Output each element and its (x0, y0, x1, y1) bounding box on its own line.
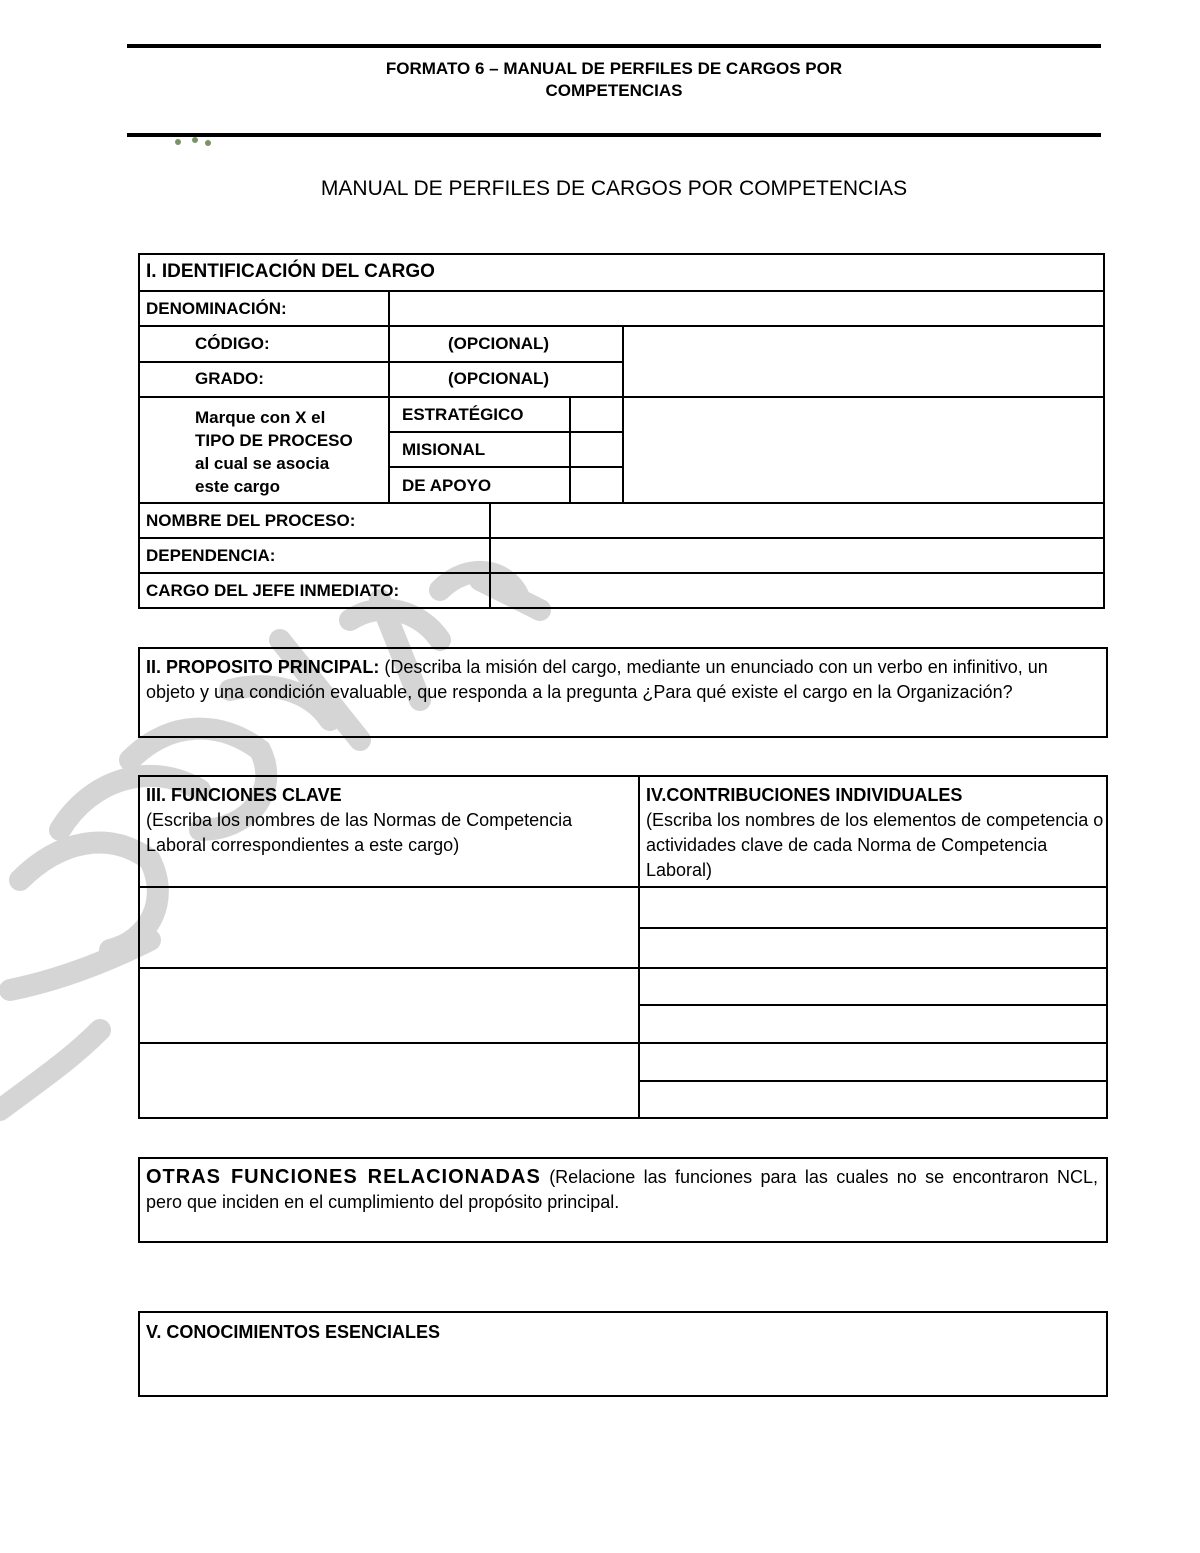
tipo-estrategico-checkbox[interactable] (572, 399, 621, 430)
nombre-proceso-label: NOMBRE DEL PROCESO: (146, 511, 356, 530)
contribuciones-header (646, 783, 1106, 883)
funciones-clave-header (146, 783, 626, 858)
col-divider (622, 325, 624, 502)
denominacion-field[interactable] (390, 292, 1103, 325)
col-divider (638, 775, 640, 1119)
proceso-prompt (195, 406, 353, 498)
header-line-1: FORMATO 6 – MANUAL DE PERFILES DE CARGOS POR (385, 59, 843, 78)
header-bottom-rule (127, 133, 1101, 137)
funcion-clave-cell[interactable] (140, 969, 637, 1041)
funcion-clave-cell[interactable] (140, 1044, 637, 1117)
contribucion-cell[interactable] (641, 969, 1106, 1003)
nombre-proceso-field[interactable] (491, 504, 1103, 537)
section-5-heading: V. CONOCIMIENTOS ESENCIALES (146, 1322, 441, 1342)
section-4-instructions: (Escriba los nombres de los elementos de competencia o actividades clave de cada Norma de Competencia Laboral) (646, 810, 1104, 880)
codigo-label: CÓDIGO: (195, 334, 270, 353)
proceso-prompt-line: este cargo (195, 477, 281, 496)
funcion-clave-cell[interactable] (140, 888, 637, 966)
row-divider (138, 361, 623, 363)
grado-label: GRADO: (195, 369, 264, 388)
section-1-heading: I. IDENTIFICACIÓN DEL CARGO (146, 261, 435, 282)
cargo-jefe-label: CARGO DEL JEFE INMEDIATO: (146, 581, 400, 600)
section-3-heading: III. FUNCIONES CLAVE (146, 785, 342, 805)
contribucion-cell[interactable] (641, 1044, 1106, 1079)
header-line-2: COMPETENCIAS (545, 81, 683, 100)
tipo-misional-label: MISIONAL (402, 440, 486, 459)
tipo-apoyo-checkbox[interactable] (572, 469, 621, 501)
dependencia-label: DEPENDENCIA: (146, 546, 276, 565)
page-title: MANUAL DE PERFILES DE CARGOS POR COMPETENCIAS (320, 177, 908, 200)
dependencia-field[interactable] (491, 539, 1103, 572)
contribucion-cell[interactable] (641, 929, 1106, 966)
proceso-prompt-line: Marque con X el (195, 408, 326, 427)
tipo-misional-checkbox[interactable] (572, 434, 621, 465)
otras-funciones-heading: OTRAS FUNCIONES RELACIONADAS (146, 1166, 541, 1188)
tipo-apoyo-label: DE APOYO (402, 476, 492, 495)
section-4-heading: IV.CONTRIBUCIONES INDIVIDUALES (646, 785, 963, 805)
tipo-estrategico-label: ESTRATÉGICO (402, 405, 524, 424)
contribucion-cell[interactable] (641, 1082, 1106, 1117)
row-divider (388, 466, 623, 468)
proceso-prompt-line: TIPO DE PROCESO (195, 431, 353, 450)
header-top-rule (127, 44, 1101, 48)
section-3-instructions: (Escriba los nombres de las Normas de Competencia Laboral correspondientes a este cargo) (146, 810, 573, 855)
section-2-instructions: (Describa la misión del cargo, mediante un enunciado con un verbo en infinitivo, un objeto y una condición evaluable, que responda a la pregunta ¿Para qué existe el cargo en la Organización? (146, 657, 1048, 702)
contribucion-cell[interactable] (641, 1006, 1106, 1041)
proposito-text (146, 655, 1096, 705)
section-5-heading-wrap (146, 1320, 440, 1345)
otras-funciones-text (146, 1165, 1098, 1215)
otras-funciones-instructions: (Relacione las funciones para las cuales no se encontraron NCL, pero que inciden en el cumplimiento del propósito principal. (146, 1167, 1098, 1212)
proceso-prompt-line: al cual se asocia (195, 454, 330, 473)
denominacion-label: DENOMINACIÓN: (146, 299, 287, 318)
grado-value[interactable]: (OPCIONAL) (448, 369, 550, 388)
contribucion-cell[interactable] (641, 888, 1106, 926)
row-divider (388, 431, 623, 433)
col-divider (569, 396, 571, 502)
cargo-jefe-field[interactable] (491, 574, 1103, 607)
codigo-value[interactable]: (OPCIONAL) (448, 334, 550, 353)
section-2-heading: II. PROPOSITO PRINCIPAL: (146, 657, 380, 677)
